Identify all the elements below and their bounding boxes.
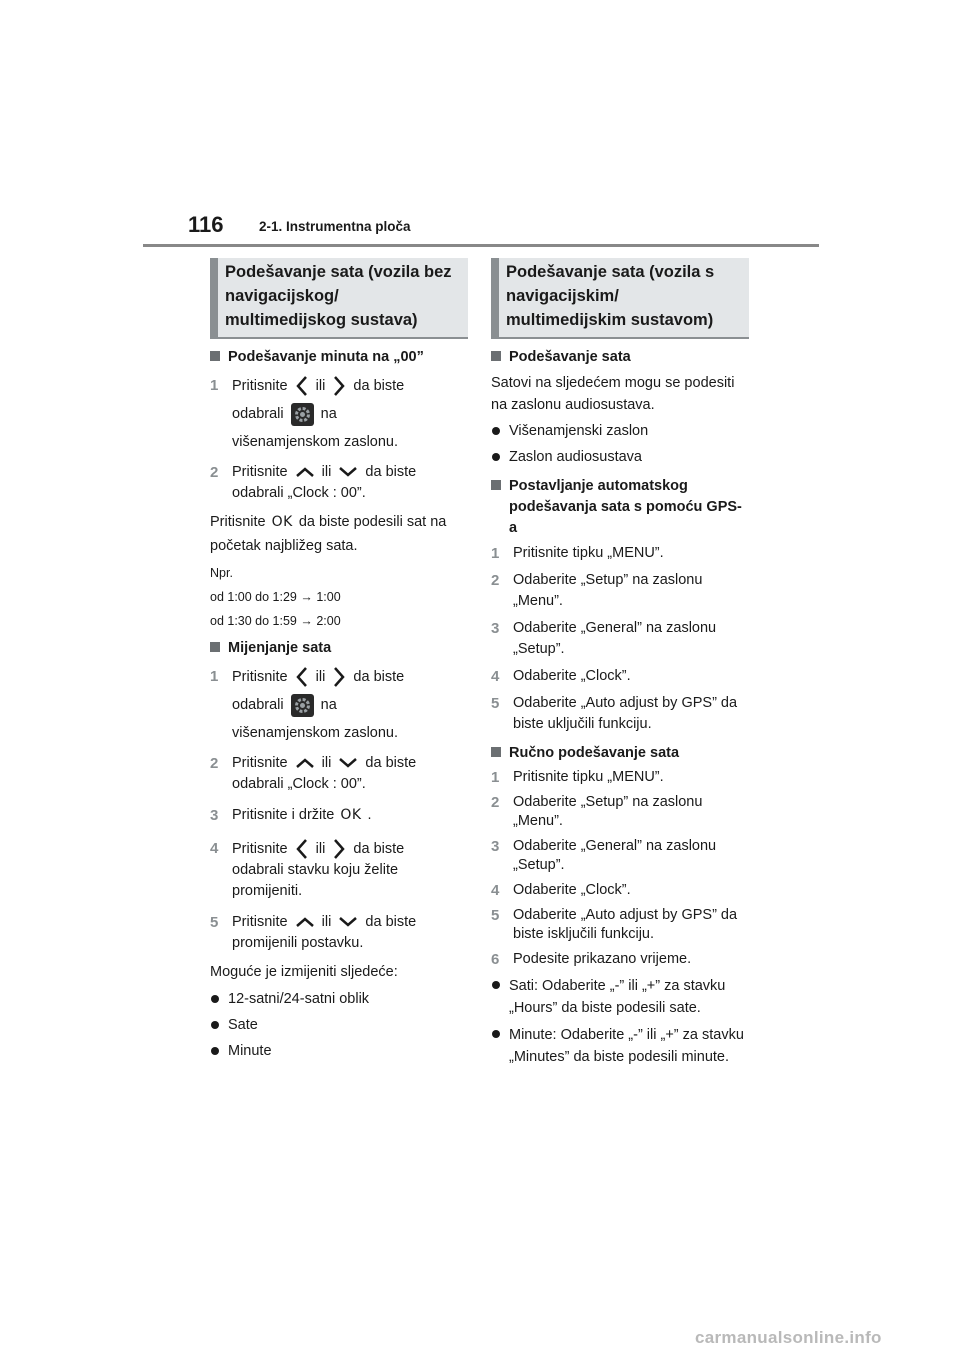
subheading-text: Podešavanje minuta na „00”	[228, 349, 424, 365]
right-column	[491, 258, 749, 1073]
step-text: da biste	[353, 669, 405, 685]
chevron-left-icon	[295, 375, 309, 397]
bullet-dot-icon	[492, 453, 500, 461]
step-text: odabrali stavku koju želite promijeniti.	[232, 862, 399, 899]
para-text: da biste podesili sat na početak najbližeg sata.	[210, 514, 447, 554]
chevron-left-icon	[295, 838, 309, 860]
step-text: Odaberite „Auto adjust by GPS” da biste uključili funkciju.	[513, 695, 738, 732]
example-line: od 1:30 do 1:59 → 2:00	[210, 614, 341, 628]
list-item	[491, 447, 749, 468]
chevron-down-icon	[338, 916, 358, 928]
step-text: Odaberite „Clock”.	[513, 882, 631, 898]
step-number: 1	[491, 545, 500, 562]
left-section-box: Podešavanje sata (vozila bez navigacijskog/ multimedijskog sustava)	[210, 258, 468, 339]
chevron-up-icon	[295, 916, 315, 928]
list-item-text: Sati: Odaberite „-” ili „+” za stavku „Hours” da biste podesili sate.	[509, 978, 726, 1016]
step-text: na	[320, 406, 337, 422]
list-item	[210, 1041, 468, 1062]
step-text: Pritisnite	[232, 464, 288, 480]
bullet-dot-icon	[211, 1047, 219, 1055]
step-text: odabrali „Clock : 00”.	[232, 776, 366, 792]
step-text: Odaberite „Clock”.	[513, 668, 631, 684]
step-text: Podesite prikazano vrijeme.	[513, 951, 692, 967]
step	[491, 666, 749, 687]
watermark: carmanualsonline.info	[695, 1328, 882, 1347]
step	[491, 570, 749, 612]
step-text: da biste	[365, 914, 417, 930]
right-section-box: Podešavanje sata (vozila s navigacijskim/ multimedijskim sustavom)	[491, 258, 749, 339]
step-number: 4	[491, 882, 500, 899]
subheading-text: Postavljanje automatskog podešavanja sata s pomoću GPS-a	[509, 478, 742, 536]
section-title: 2-1. Instrumentna ploča	[259, 219, 411, 234]
ok-button-label: OK	[271, 514, 293, 530]
step-text: Odaberite „General” na zaslonu „Setup”.	[513, 620, 717, 657]
settings-gear-icon	[291, 403, 314, 426]
step	[491, 543, 749, 564]
or-text: ili	[315, 840, 326, 857]
step: 3 Pritisnite i držite OK .	[210, 807, 372, 824]
step-number: 3	[491, 838, 500, 855]
step	[491, 881, 749, 900]
step-text: Odaberite „General” na zaslonu „Setup”.	[513, 838, 717, 873]
intro-text: Satovi na sljedećem mogu se podesiti na zaslonu audiosustava.	[491, 375, 735, 413]
or-text: ili	[321, 914, 332, 930]
square-bullet-icon	[491, 747, 501, 757]
step-text: Odaberite „Setup” na zaslonu „Menu”.	[513, 572, 703, 609]
or-text: ili	[321, 464, 332, 480]
step	[491, 618, 749, 660]
step-number: 2	[491, 572, 500, 589]
step-number: 3	[491, 620, 500, 637]
step	[210, 372, 468, 456]
bullet-dot-icon	[492, 1030, 500, 1038]
example-label: Npr.	[210, 566, 233, 580]
subheading-text: Mijenjanje sata	[228, 640, 332, 656]
subheading-minutes	[210, 347, 468, 368]
bullet-dot-icon	[211, 995, 219, 1003]
subheading-clock-setting	[491, 347, 749, 368]
list-item	[491, 1024, 749, 1068]
square-bullet-icon	[210, 642, 220, 652]
chevron-up-icon	[295, 466, 315, 478]
page-number: 116	[188, 212, 224, 237]
step-text: Pritisnite	[232, 755, 288, 771]
ok-paragraph	[210, 510, 468, 558]
step-text: odabrali	[232, 697, 284, 713]
step-text: Pritisnite	[232, 914, 288, 930]
list-item	[210, 989, 468, 1010]
header-rule	[143, 244, 819, 247]
chevron-right-icon	[332, 838, 346, 860]
step-text: Pritisnite	[232, 378, 288, 394]
step-number: 2	[491, 794, 500, 811]
step-text: odabrali	[232, 406, 284, 422]
step	[491, 693, 749, 735]
step-text: višenamjenskom zaslonu.	[232, 725, 399, 741]
step-number: 2	[210, 464, 219, 481]
or-text: ili	[315, 378, 326, 394]
step	[210, 462, 468, 504]
list-item-text: Zaslon audiosustava	[509, 449, 642, 465]
chevron-up-icon	[295, 757, 315, 769]
subheading-gps-auto	[491, 476, 749, 539]
step	[210, 912, 468, 954]
step-number: 5	[491, 907, 500, 924]
step-number: 1	[210, 377, 219, 394]
square-bullet-icon	[491, 480, 501, 490]
step	[491, 950, 749, 969]
list-item	[491, 975, 749, 1019]
step-text: Odaberite „Setup” na zaslonu „Menu”.	[513, 794, 703, 829]
step	[210, 753, 468, 795]
step-text: promijenili postavku.	[232, 935, 364, 951]
list-item-text: Sate	[228, 1017, 258, 1033]
step	[210, 838, 468, 902]
step-text: Pritisnite	[232, 669, 288, 685]
step-number: 2	[210, 755, 219, 772]
ok-button-label: OK	[340, 807, 362, 823]
subheading-manual	[491, 743, 749, 764]
step-number: 1	[210, 668, 219, 685]
chevron-down-icon	[338, 466, 358, 478]
list-item-text: Višenamjenski zaslon	[509, 423, 649, 439]
chevron-down-icon	[338, 757, 358, 769]
step	[491, 837, 749, 875]
step-number: 1	[491, 769, 500, 786]
subheading-text: Ručno podešavanje sata	[509, 745, 680, 761]
step-number: 6	[491, 951, 500, 968]
bullet-dot-icon	[492, 427, 500, 435]
chevron-right-icon	[332, 375, 346, 397]
example-line: od 1:00 do 1:29 → 1:00	[210, 590, 341, 604]
possible-changes-text: Moguće je izmijeniti sljedeće:	[210, 964, 398, 980]
step-text: Pritisnite	[232, 840, 288, 857]
step-text: da biste	[353, 840, 405, 857]
step-number: 4	[210, 840, 219, 857]
chevron-left-icon	[295, 666, 309, 688]
step-text: Pritisnite tipku „MENU”.	[513, 769, 664, 785]
bullet-dot-icon	[492, 981, 500, 989]
step-text: da biste	[353, 378, 405, 394]
subheading-change-clock	[210, 638, 468, 659]
step-text: na	[320, 697, 337, 713]
step-text: Pritisnite tipku „MENU”.	[513, 545, 664, 561]
list-item	[491, 421, 749, 442]
step	[491, 768, 749, 787]
or-text: ili	[315, 669, 326, 685]
step-number: 5	[210, 914, 219, 931]
left-column	[210, 258, 468, 1067]
bullet-dot-icon	[211, 1021, 219, 1029]
subheading-text: Podešavanje sata	[509, 349, 631, 365]
step-text: višenamjenskom zaslonu.	[232, 434, 399, 450]
step	[491, 906, 749, 944]
step-number: 3	[210, 807, 219, 824]
or-text: ili	[321, 755, 332, 771]
list-item-text: Minute: Odaberite „-” ili „+” za stavku „Minutes” da biste podesili minute.	[509, 1027, 744, 1065]
step-text: da biste	[365, 755, 417, 771]
step-text: odabrali „Clock : 00”.	[232, 485, 366, 501]
list-item	[210, 1015, 468, 1036]
square-bullet-icon	[210, 351, 220, 361]
para-text: Pritisnite	[210, 514, 266, 530]
step-number: 5	[491, 695, 500, 712]
step-number: 4	[491, 668, 500, 685]
step-text: da biste	[365, 464, 417, 480]
settings-gear-icon	[291, 694, 314, 717]
step-text: Odaberite „Auto adjust by GPS” da biste isključili funkciju.	[513, 907, 738, 942]
list-item-text: 12-satni/24-satni oblik	[228, 991, 370, 1007]
square-bullet-icon	[491, 351, 501, 361]
step	[210, 663, 468, 747]
step	[491, 793, 749, 831]
list-item-text: Minute	[228, 1043, 272, 1059]
step-text: Pritisnite i držite	[232, 807, 335, 823]
chevron-right-icon	[332, 666, 346, 688]
